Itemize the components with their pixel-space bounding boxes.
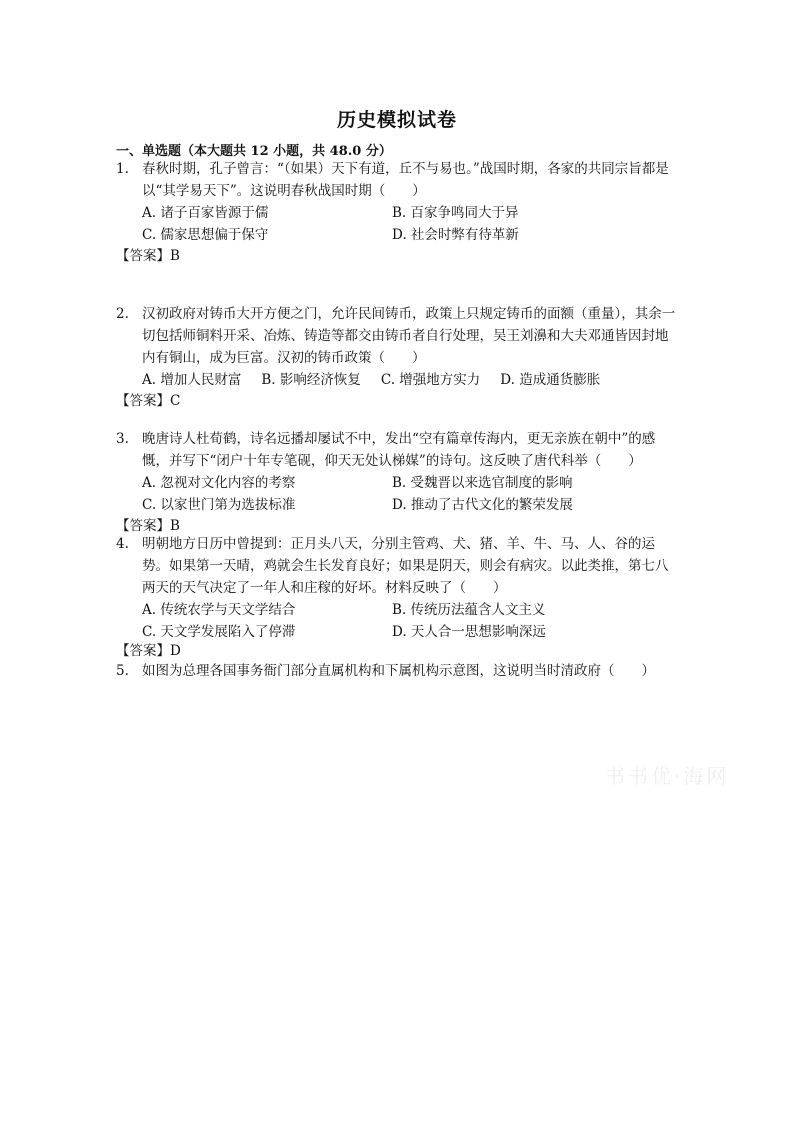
options — [142, 599, 676, 643]
option-d: D. 天人合一思想影响深远 — [392, 624, 546, 640]
option-b: B. 受魏晋以来选官制度的影响 — [392, 475, 573, 491]
question-number: 5. — [116, 663, 129, 679]
option-a: A. 忽视对文化内容的考察 — [142, 475, 296, 491]
option-c: C. 儒家思想偏于保守 — [142, 227, 269, 243]
watermark: 书书优·海网 — [605, 764, 730, 788]
option-a: A. 传统农学与天文学结合 — [142, 602, 296, 618]
answer-4: 【答案】D — [116, 643, 181, 659]
option-c: C. 增强地方实力 — [380, 372, 481, 388]
question-stem: 春秋时期，孔子曾言：“（如果）天下有道，丘不与易也。”战国时期，各家的共同宗旨都是以“其学易天下”。这说明春秋战国时期（ ） — [142, 161, 669, 199]
section-heading: 一、单选题（本大题共 12 小题，共 48.0 分） — [116, 144, 392, 159]
answer-2: 【答案】C — [116, 393, 181, 409]
question-4 — [116, 533, 676, 643]
options — [142, 472, 676, 516]
question-3 — [116, 428, 676, 516]
question-stem: 汉初政府对铸币大开方便之门，允许民间铸币，政策上只规定铸币的面额（重量），其余一切包括师铜料开采、冶炼、铸造等都交由铸币者自行处理，吴王刘濞和大夫邓通皆因封地内有铜山，成为巨富。汉初的铸币政策（ ） — [142, 306, 676, 366]
option-b: B. 百家争鸣同大于异 — [392, 205, 519, 221]
answer-1: 【答案】B — [116, 248, 180, 264]
page-title: 历史模拟试卷 — [336, 109, 457, 131]
option-b: B. 影响经济恢复 — [261, 372, 361, 388]
question-stem: 晚唐诗人杜荀鹤，诗名远播却屡试不中，发出“空有篇章传海内，更无亲族在朝中”的感慨，并写下“闭户十年专笔砚，仰天无处认梯媒”的诗句。这反映了唐代科举（ ） — [142, 431, 656, 469]
question-number: 1. — [116, 161, 129, 177]
option-d: D. 社会时弊有待革新 — [392, 227, 519, 243]
option-d: D. 造成通货膨胀 — [500, 372, 601, 388]
option-a: A. 增加人民财富 — [142, 372, 242, 388]
question-stem: 如图为总理各国事务衙门部分直属机构和下属机构示意图，这说明当时清政府（ ） — [142, 663, 655, 679]
options — [142, 202, 676, 246]
option-b: B. 传统历法蕴含人文主义 — [392, 602, 546, 618]
question-1 — [116, 158, 676, 246]
question-5 — [116, 660, 676, 682]
options — [142, 369, 676, 391]
question-2 — [116, 303, 676, 391]
question-number: 3. — [116, 431, 129, 447]
question-number: 2. — [116, 306, 129, 322]
option-c: C. 天文学发展陷入了停滞 — [142, 624, 296, 640]
option-c: C. 以家世门第为选拔标准 — [142, 497, 296, 513]
answer-3: 【答案】B — [116, 518, 180, 534]
question-stem: 明朝地方日历中曾提到：正月头八天，分别主管鸡、犬、猪、羊、牛、马、人、谷的运势。如果第一天晴，鸡就会生长发育良好；如果是阴天，则会有病灾。以此类推，第七八两天的天气决定了一年人和庄稼的好坏。材料反映了（ ） — [142, 536, 669, 596]
question-number: 4. — [116, 536, 129, 552]
option-a: A. 诸子百家皆源于儒 — [142, 205, 269, 221]
option-d: D. 推动了古代文化的繁荣发展 — [392, 497, 573, 513]
